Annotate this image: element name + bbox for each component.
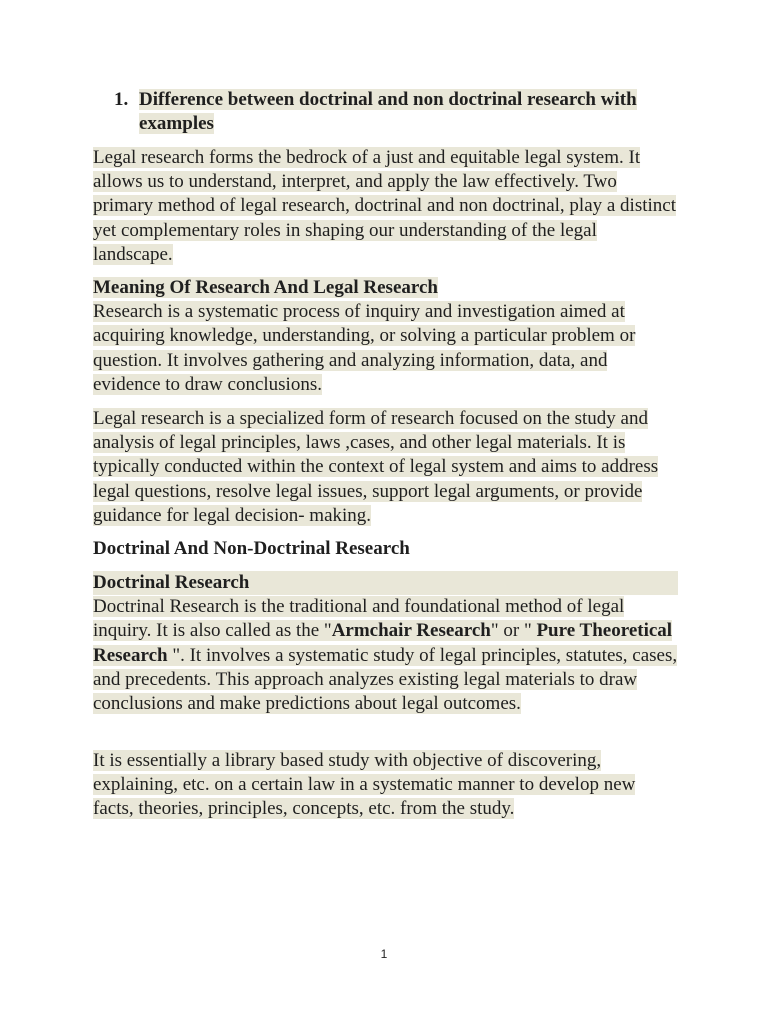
meaning-title: Meaning Of Research And Legal Research [93,277,438,298]
intro-paragraph [93,146,678,267]
section-title: Doctrinal And Non-Doctrinal Research [93,538,410,559]
legal-research-paragraph [93,407,678,528]
meaning-text: Research is a systematic process of inquiry and investigation aimed at acquiring knowledge, understanding, or solving a particular problem or question. It involves gathering and analyzing information, data, and evidence to draw conclusions. [93,301,636,395]
section-title-paragraph [93,537,678,561]
heading-number: 1. [114,89,129,110]
armchair-research-bold: Armchair Research [331,620,491,642]
legal-research-text: Legal research is a specialized form of research focused on the study and analysis of legal principles, laws ,cases, and other legal materials. It is typically conducted within the context of legal system and aims to address legal questions, resolve legal issues, support legal arguments, or provide guidance for legal decision- making. [93,408,659,526]
doctrinal-title: Doctrinal Research [93,571,678,595]
page-number: 1 [380,947,388,961]
doctrinal-text-2: " or " [490,620,537,642]
pure-theoretical-bold: Pure Theoretical Research [93,620,673,666]
doctrinal-paragraph [93,571,678,716]
heading-text: Difference between doctrinal and non doctrinal research with examples [139,89,637,134]
intro-text: Legal research forms the bedrock of a just and equitable legal system. It allows us to understand, interpret, and apply the law effectively. Two primary method of legal research, doctrinal and non doctrinal, play a distinct yet complementary roles in shaping our understanding of the legal landscape. [93,147,676,265]
library-paragraph [93,749,678,822]
numbered-heading [114,88,654,136]
meaning-paragraph [93,276,678,397]
doctrinal-text-3: ". It involves a systematic study of legal principles, statutes, cases, and precedents. This approach analyzes existing legal materials to draw conclusions and make predictions about legal outcomes. [93,644,678,715]
library-text: It is essentially a library based study with objective of discovering, explaining, etc. on a certain law in a systematic manner to develop new facts, theories, principles, concepts, etc. from the study. [93,750,636,820]
heading-text-container [139,88,654,136]
doctrinal-text-1: Doctrinal Research is the traditional and foundational method of legal inquiry. It is also called as the " [93,596,625,642]
